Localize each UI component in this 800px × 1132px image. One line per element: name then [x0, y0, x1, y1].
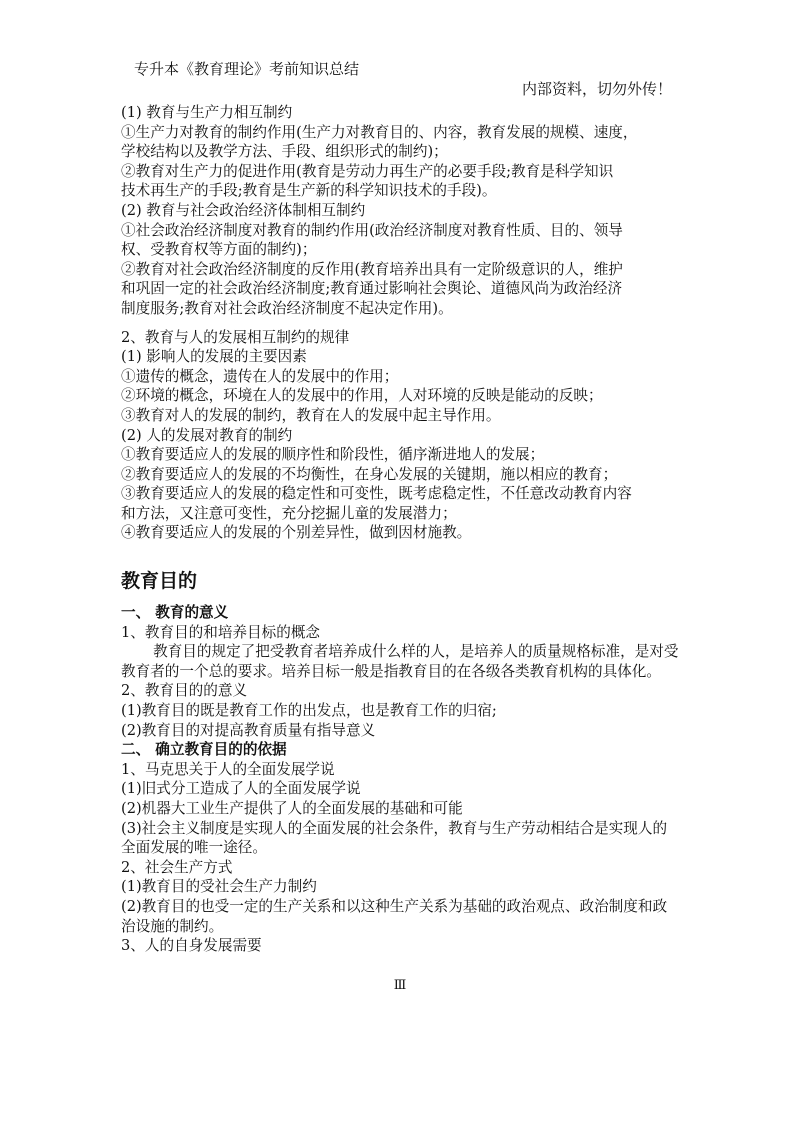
subheading: (2) 教育与社会政治经济体制相互制约	[121, 201, 366, 219]
text-line: ②教育对社会政治经济制度的反作用(教育培养出具有一定阶级意识的人，维护	[121, 260, 623, 278]
subheading: 2、教育目的的意义	[121, 682, 248, 700]
text-line: ①遗传的概念，遗传在人的发展中的作用；	[121, 367, 399, 385]
text-line: 制度服务;教育对社会政治经济制度不起决定作用)。	[121, 299, 453, 317]
text-line: ②教育要适应人的发展的不均衡性，在身心发展的关键期，施以相应的教育；	[121, 465, 618, 483]
text-line: 技术再生产的手段;教育是生产新的科学知识技术的手段)。	[121, 182, 497, 200]
subheading: 2、社会生产方式	[121, 858, 233, 876]
text-line: (1)教育目的既是教育工作的出发点，也是教育工作的归宿;	[121, 702, 497, 720]
page-number: Ⅲ	[393, 978, 407, 993]
text-line: ②教育对生产力的促进作用(教育是劳动力再生产的必要手段;教育是科学知识	[121, 162, 614, 180]
subheading: 1、马克思关于人的全面发展学说	[121, 760, 335, 778]
text-line: ①生产力对教育的制约作用(生产力对教育目的、内容，教育发展的规模、速度，	[121, 123, 638, 141]
section-heading: 2、教育与人的发展相互制约的规律	[121, 328, 350, 346]
text-line: ①社会政治经济制度对教育的制约作用(政治经济制度对教育性质、目的、领导	[121, 221, 623, 239]
text-line: (1)教育目的受社会生产力制约	[121, 878, 317, 896]
text-line: ③教育对人的发展的制约，教育在人的发展中起主导作用。	[121, 406, 501, 424]
document-body	[121, 103, 681, 956]
text-line: 学校结构以及教学方法、手段、组织形式的制约)；	[121, 143, 448, 161]
text-line: ②环境的概念，环境在人的发展中的作用，人对环境的反映是能动的反映；	[121, 387, 603, 405]
text-line: 和方法，又注意可变性，充分挖掘儿童的发展潜力；	[121, 504, 457, 522]
paragraph: (2)教育目的也受一定的生产关系和以这种生产关系为基础的政治观点、政治制度和政治设施的制约。	[121, 897, 668, 935]
subheading: 3、人的自身发展需要	[121, 937, 262, 955]
text-line: ④教育要适应人的发展的个别差异性，做到因材施教。	[121, 524, 472, 542]
subheading: (1) 影响人的发展的主要因素	[121, 348, 307, 366]
text-line: ①教育要适应人的发展的顺序性和阶段性，循序渐进地人的发展；	[121, 446, 545, 464]
section-heading: 二、 确立教育目的的依据	[121, 741, 287, 759]
paragraph: 教育目的规定了把受教育者培养成什么样的人，是培养人的质量规格标准，是对受教育者的一个总的要求。培养目标一般是指教育目的在各级各类教育机构的具体化。	[121, 643, 679, 680]
paragraph: (3)社会主义制度是实现人的全面发展的社会条件，教育与生产劳动相结合是实现人的全面发展的唯一途径。	[121, 819, 668, 857]
text-line: ③教育要适应人的发展的稳定性和可变性，既考虑稳定性，不任意改动教育内容	[121, 485, 632, 503]
header-notice: 内部资料，切勿外传！	[521, 80, 672, 98]
text-line: 权、受教育权等方面的制约)；	[121, 241, 317, 259]
section-heading: 一、 教育的意义	[121, 604, 229, 622]
subheading: 1、教育目的和培养目标的概念	[121, 623, 321, 641]
subheading: (2) 人的发展对教育的制约	[121, 426, 293, 444]
chapter-title: 教育目的	[121, 570, 198, 593]
spacer	[121, 319, 681, 328]
text-line: 和巩固一定的社会政治经济制度;教育通过影响社会舆论、道德风尚为政治经济	[121, 280, 623, 298]
text-line: (2)教育目的对提高教育质量有指导意义	[121, 721, 376, 739]
subheading: (1) 教育与生产力相互制约	[121, 104, 293, 121]
header-title: 专升本《教育理论》考前知识总结	[134, 60, 360, 78]
text-line: (2)机器大工业生产提供了人的全面发展的基础和可能	[121, 800, 463, 817]
text-line: (1)旧式分工造成了人的全面发展学说	[121, 780, 361, 798]
